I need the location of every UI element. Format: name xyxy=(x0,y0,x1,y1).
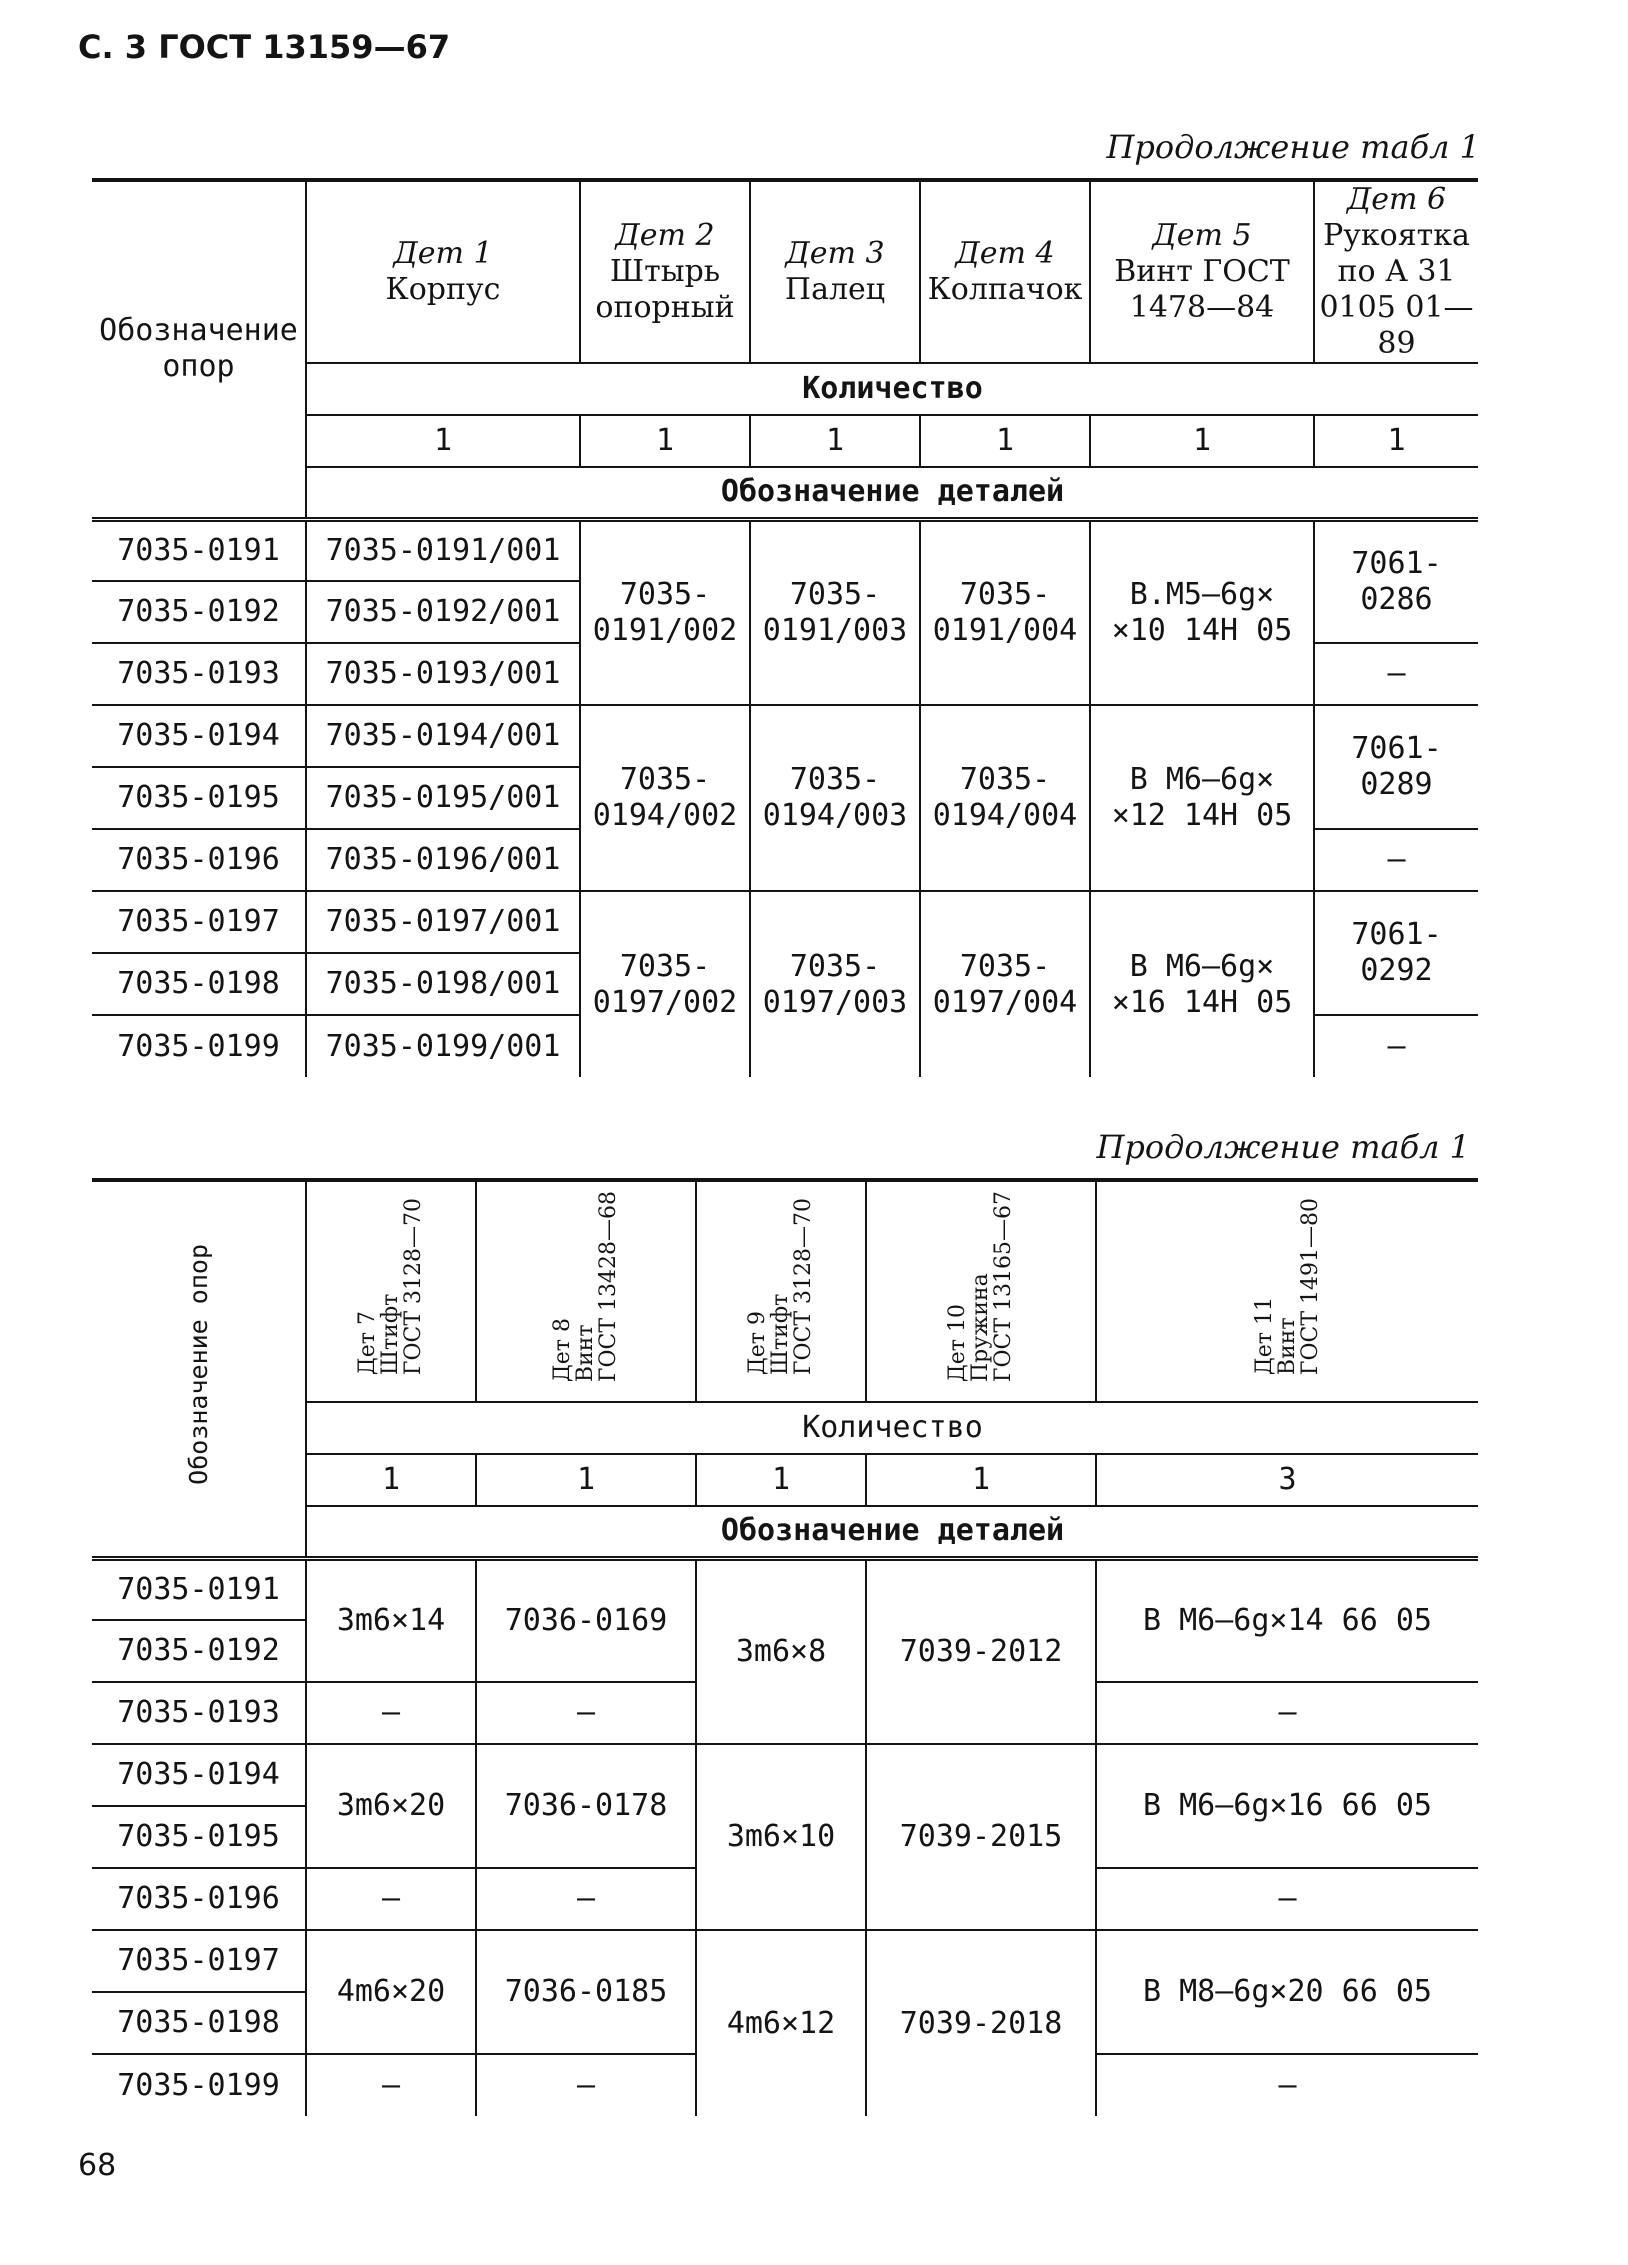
table-row-code: 7035-0195 xyxy=(92,1806,306,1868)
det7-header: Дет 7 Штифт ГОСТ 3128—70 xyxy=(355,1198,427,1376)
det3-value: 7035-0194/003 xyxy=(750,705,920,891)
det-label: Дет 1 xyxy=(393,236,493,271)
det1-value: 7035-0194/001 xyxy=(306,705,580,767)
table-row-code: 7035-0191 xyxy=(92,1558,306,1620)
table-row-code: 7035-0196 xyxy=(92,829,306,891)
table1-qty: 1 xyxy=(1314,415,1478,467)
det7-value: — xyxy=(306,1682,476,1744)
det5-value: В М6—6g× ×12 14Н 05 xyxy=(1090,705,1314,891)
det11-value: — xyxy=(1278,1881,1297,1916)
det8-value: — xyxy=(476,2054,696,2116)
det3-value: 7035-0191/003 xyxy=(750,519,920,705)
det4-value: 7035-0191/004 xyxy=(920,519,1090,705)
det8-value: 7036-0178 xyxy=(476,1744,696,1868)
table2-designation-label: Обозначение деталей xyxy=(306,1506,1478,1558)
det6-value: 7061-0286 xyxy=(1314,519,1478,643)
table1-qty: 1 xyxy=(580,415,750,467)
det4-value: 7035-0197/004 xyxy=(920,891,1090,1077)
det1-value: 7035-0199/001 xyxy=(306,1015,580,1077)
table1-col-det5 xyxy=(1090,180,1314,363)
table-row-code: 7035-0197 xyxy=(92,891,306,953)
table2-row-header-text: Обозначение опор xyxy=(183,1243,213,1485)
table1-col-det4 xyxy=(920,180,1090,363)
det7-value: 3m6×14 xyxy=(306,1558,476,1682)
det-label: Дет 3 xyxy=(785,236,885,271)
table-row-code: 7035-0194 xyxy=(92,1744,306,1806)
det6-value: — xyxy=(1387,842,1406,877)
det8-value: — xyxy=(476,1868,696,1930)
det8-value: 7036-0169 xyxy=(476,1558,696,1682)
det7-value: — xyxy=(306,1868,476,1930)
det1-value: 7035-0196/001 xyxy=(306,829,580,891)
table-row-code: 7035-0199 xyxy=(92,2054,306,2116)
table-row-code: 7035-0194 xyxy=(92,705,306,767)
page-header: С. 3 ГОСТ 13159—67 xyxy=(78,28,451,66)
det11-value: — xyxy=(1278,1695,1297,1730)
det11-value: — xyxy=(1278,2067,1297,2103)
det11-value: В М6—6g×16 66 05 xyxy=(1096,1744,1478,1868)
det6-value: — xyxy=(1387,1028,1406,1064)
table-row-code: 7035-0197 xyxy=(92,1930,306,1992)
table2-col-det7 xyxy=(306,1180,476,1402)
table-row-code: 7035-0192 xyxy=(92,1620,306,1682)
det-label: Дет 4 xyxy=(955,236,1055,271)
det1-value: 7035-0193/001 xyxy=(306,643,580,705)
table-row-code: 7035-0198 xyxy=(92,953,306,1015)
table1-col-det1 xyxy=(306,180,580,363)
det1-value: 7035-0191/001 xyxy=(306,519,580,581)
det-name: Рукоятка по А 31 0105 01—89 xyxy=(1319,218,1474,361)
table1-col-det2 xyxy=(580,180,750,363)
det-label: Дет 6 xyxy=(1346,182,1447,217)
table1-col-det6 xyxy=(1314,180,1478,363)
det2-value: 7035-0191/002 xyxy=(580,519,750,705)
det10-value: 7039-2018 xyxy=(866,1930,1096,2116)
det1-value: 7035-0198/001 xyxy=(306,953,580,1015)
table1-quantity-label: Количество xyxy=(306,363,1478,415)
det-name: Палец xyxy=(784,272,886,307)
table2-qty: 1 xyxy=(866,1454,1096,1506)
table2-quantity-label: Количество xyxy=(306,1402,1478,1454)
det5-value: В.М5—6g× ×10 14Н 05 xyxy=(1090,519,1314,705)
table1-qty: 1 xyxy=(1090,415,1314,467)
table1-continuation-label: Продолжение табл 1 xyxy=(1106,128,1480,166)
det7-value: — xyxy=(306,2054,476,2116)
table-row-code: 7035-0199 xyxy=(92,1015,306,1077)
det3-value: 7035-0197/003 xyxy=(750,891,920,1077)
det6-value: — xyxy=(1387,656,1406,691)
table1-row-header: Обозначение опор xyxy=(92,180,306,519)
table2-qty: 1 xyxy=(696,1454,866,1506)
det6-value: 7061-0292 xyxy=(1314,891,1478,1015)
det7-value: 4m6×20 xyxy=(306,1930,476,2054)
det7-value: 3m6×20 xyxy=(306,1744,476,1868)
table2-row-header xyxy=(92,1180,306,1558)
table-row-code: 7035-0191 xyxy=(92,519,306,581)
table2-col-det10 xyxy=(866,1180,1096,1402)
det11-header: Дет 11 Винт ГОСТ 1491—80 xyxy=(1251,1198,1324,1376)
table2-continuation-label: Продолжение табл 1 xyxy=(1096,1128,1470,1166)
table1-col-det3 xyxy=(750,180,920,363)
det9-value: 3m6×10 xyxy=(696,1744,866,1930)
det5-value: В М6—6g× ×16 14Н 05 xyxy=(1090,891,1314,1077)
det8-value: 7036-0185 xyxy=(476,1930,696,2054)
det1-value: 7035-0197/001 xyxy=(306,891,580,953)
det2-value: 7035-0194/002 xyxy=(580,705,750,891)
table2-col-det8 xyxy=(476,1180,696,1402)
table2-col-det11 xyxy=(1096,1180,1478,1402)
det10-header: Дет 10 Пружина ГОСТ 13165—67 xyxy=(945,1191,1017,1383)
table2-qty: 1 xyxy=(476,1454,696,1506)
det-name: Винт ГОСТ 1478—84 xyxy=(1114,254,1290,325)
table1 xyxy=(92,178,1478,1077)
det1-value: 7035-0192/001 xyxy=(306,581,580,643)
table2-qty: 1 xyxy=(306,1454,476,1506)
det-name: Штырь опорный xyxy=(595,254,735,325)
table-row-code: 7035-0193 xyxy=(92,1682,306,1744)
table2 xyxy=(92,1178,1478,2116)
det8-value: — xyxy=(476,1682,696,1744)
det-label: Дет 5 xyxy=(1152,218,1252,253)
page-number: 68 xyxy=(78,2148,117,2183)
det6-value: 7061-0289 xyxy=(1314,705,1478,829)
det9-header: Дет 9 Штифт ГОСТ 3128—70 xyxy=(745,1198,817,1376)
table1-qty: 1 xyxy=(920,415,1090,467)
det1-value: 7035-0195/001 xyxy=(306,767,580,829)
det-name: Колпачок xyxy=(927,272,1083,307)
det-name: Корпус xyxy=(385,272,501,307)
table-row-code: 7035-0198 xyxy=(92,1992,306,2054)
table-row-code: 7035-0193 xyxy=(92,643,306,705)
table2-col-det9 xyxy=(696,1180,866,1402)
det10-value: 7039-2012 xyxy=(866,1558,1096,1744)
det9-value: 3m6×8 xyxy=(696,1558,866,1744)
table2-qty: 3 xyxy=(1096,1454,1478,1506)
table1-qty: 1 xyxy=(306,415,580,467)
table1-qty: 1 xyxy=(750,415,920,467)
det-label: Дет 2 xyxy=(615,218,715,253)
table1-designation-label: Обозначение деталей xyxy=(306,467,1478,519)
det2-value: 7035-0197/002 xyxy=(580,891,750,1077)
det11-value: В М8—6g×20 66 05 xyxy=(1096,1930,1478,2054)
table-row-code: 7035-0192 xyxy=(92,581,306,643)
det10-value: 7039-2015 xyxy=(866,1744,1096,1930)
det9-value: 4m6×12 xyxy=(696,1930,866,2116)
det8-header: Дет 8 Винт ГОСТ 13428—68 xyxy=(550,1191,622,1383)
det4-value: 7035-0194/004 xyxy=(920,705,1090,891)
table-row-code: 7035-0196 xyxy=(92,1868,306,1930)
table-row-code: 7035-0195 xyxy=(92,767,306,829)
det11-value: В М6—6g×14 66 05 xyxy=(1096,1558,1478,1682)
